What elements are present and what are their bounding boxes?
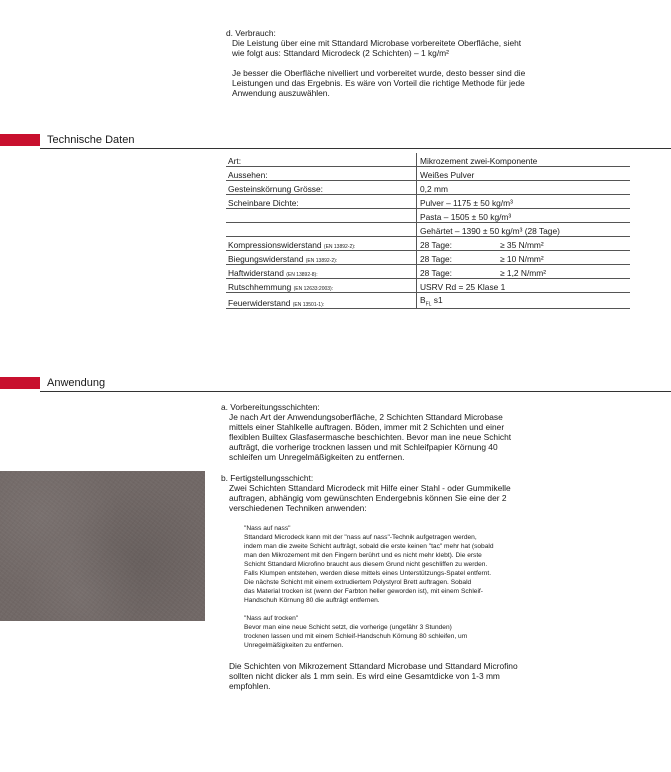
standard-ref: (EN 13892-2):	[323, 244, 356, 250]
paragraph-line: Zwei Schichten Sttandard Microdeck mit Hilfe einer Stahl - oder Gummikelle	[229, 483, 511, 493]
paragraph-line: empfohlen.	[229, 681, 271, 691]
paragraph-line: das Material trocken ist (wenn der Farbton heller geworden ist), mit einem Schleif-	[244, 588, 483, 595]
table-label: Gesteinskörnung Grösse:	[226, 181, 417, 195]
section-divider	[40, 391, 671, 392]
paragraph-line: indem man die zweite Schicht aufträgt, sobald die erste keinen "tac" mehr hat (sobald	[244, 543, 494, 550]
table-row	[226, 265, 630, 279]
table-row	[226, 251, 630, 265]
paragraph-line: trocknen lassen und mit einem Schleif-Handschuh Körnung 80 schleifen, um	[244, 633, 468, 640]
table-label: Art:	[226, 153, 417, 167]
value-main: B	[420, 295, 426, 306]
standard-ref: (EN 13892-8):	[286, 272, 318, 278]
label-text: Rutschhemmung	[228, 282, 292, 292]
table-value: Mikrozement zwei-Komponente	[417, 153, 631, 167]
value-subscript: FL	[425, 302, 432, 308]
technique-title: "Nass auf trocken"	[244, 615, 299, 622]
microcement-texture-image	[0, 471, 205, 621]
table-value	[417, 251, 631, 265]
paragraph-line: Unregelmäßigkeiten zu entfernen.	[244, 642, 344, 649]
value-period: 28 Tage:	[420, 254, 452, 264]
table-label	[226, 265, 417, 279]
paragraph-line: schleifen um Unregelmäßigkeiten zu entfernen.	[229, 452, 405, 462]
table-label	[226, 237, 417, 251]
table-label	[226, 279, 417, 293]
paragraph-line: auftragen, abhängig vom gewünschten Endergebnis können Sie eine der 2	[229, 493, 507, 503]
section-title-anwendung: Anwendung	[47, 377, 106, 389]
table-row	[226, 293, 630, 309]
paragraph-line: Die nächste Schicht mit einem extrudiertem Polystyrol Brett auftragen. Sobald	[244, 579, 472, 586]
value-period: 28 Tage:	[420, 240, 452, 250]
value-end: s1	[431, 295, 443, 306]
paragraph-line: aufträgt, die vorherige trocknen lassen und mit Schleifpapier Körnung 40	[229, 442, 498, 452]
paragraph-line: Schicht Sttandard Microfino braucht aus diesem Grund nicht geschliffen zu werden.	[244, 561, 488, 568]
table-label: Aussehen:	[226, 167, 417, 181]
paragraph-line: Je nach Art der Anwendungsoberfläche, 2 Schichten Sttandard Microbase	[229, 412, 503, 422]
verbrauch-line: wie folgt aus: Sttandard Microdeck (2 Schichten) – 1 kg/m²	[232, 48, 449, 58]
table-row	[226, 209, 630, 223]
table-row	[226, 195, 630, 209]
table-value: Gehärtet – 1390 ± 50 kg/m³ (28 Tage)	[417, 223, 631, 237]
table-value	[417, 265, 631, 279]
label-text: Haftwiderstand	[228, 268, 284, 278]
table-value: 0,2 mm	[417, 181, 631, 195]
label-text: Biegungswiderstand	[228, 254, 304, 264]
paragraph-line: Falls Klumpen entstehen, werden diese mittels eines Unterstützungs-Spatel entfernt.	[244, 570, 492, 577]
table-row	[226, 223, 630, 237]
verbrauch-heading: d. Verbrauch:	[226, 28, 276, 38]
section-marker	[0, 377, 40, 389]
subsection-heading: b. Fertigstellungsschicht:	[221, 473, 314, 483]
paragraph-line: sollten nicht dicker als 1 mm sein. Es wird eine Gesamtdicke von 1-3 mm	[229, 671, 500, 681]
paragraph-line: verschiedenen Techniken anwenden:	[229, 503, 367, 513]
table-value	[417, 293, 631, 309]
table-value: USRV Rd = 25 Klase 1	[417, 279, 631, 293]
value-amount: ≥ 10 N/mm²	[500, 254, 544, 264]
table-value: Pulver – 1175 ± 50 kg/m³	[417, 195, 631, 209]
table-row	[226, 153, 630, 167]
table-row	[226, 237, 630, 251]
table-row	[226, 167, 630, 181]
table-row	[226, 279, 630, 293]
paragraph-line: Sttandard Microdeck kann mit der "nass auf nass"-Technik aufgetragen werden,	[244, 534, 477, 541]
table-label	[226, 251, 417, 265]
value-amount: ≥ 35 N/mm²	[500, 240, 544, 250]
table-value: Weißes Pulver	[417, 167, 631, 181]
table-label	[226, 209, 417, 223]
table-row	[226, 181, 630, 195]
standard-ref: (EN 13892-2):	[305, 258, 338, 264]
paragraph-line: flexiblen Builtex Glasfasermasche beschichten. Bevor man ine neue Schicht	[229, 432, 512, 442]
table-label: Scheinbare Dichte:	[226, 195, 417, 209]
subsection-heading: a. Vorbereitungsschichten:	[221, 402, 320, 412]
label-text: Feuerwiderstand	[228, 298, 291, 308]
paragraph-line: man den Mikrozement mit den Fingern berührt und es nicht mehr klebt). Die erste	[244, 552, 482, 559]
paragraph-line: Handschuh Körnung 80 die aufträgt entfernen.	[244, 597, 380, 604]
paragraph-line: Die Schichten von Mikrozement Sttandard Microbase und Sttandard Microfino	[229, 661, 518, 671]
paragraph-line: mittels einer Stahlkelle auftragen. Böden, immer mit 2 Schichten und einer	[229, 422, 505, 432]
standard-ref: (EN 12633:2003):	[293, 286, 334, 292]
table-label	[226, 223, 417, 237]
verbrauch-line: Je besser die Oberfläche nivelliert und vorbereitet wurde, desto besser sind die	[232, 68, 526, 78]
technische-daten-table	[226, 153, 630, 309]
verbrauch-line: Leistungen und das Ergebnis. Es wäre von Vorteil die richtige Methode für jede	[232, 78, 525, 88]
table-label	[226, 293, 417, 309]
standard-ref: (EN 13501-1):	[292, 302, 325, 308]
value-period: 28 Tage:	[420, 268, 452, 278]
section-title-technische-daten: Technische Daten	[47, 134, 135, 146]
paragraph-line: Bevor man eine neue Schicht setzt, die vorherige (ungefähr 3 Stunden)	[244, 624, 452, 631]
technique-title: "Nass auf nass"	[244, 525, 291, 532]
table-value	[417, 237, 631, 251]
section-divider	[40, 148, 671, 149]
section-marker	[0, 134, 40, 146]
verbrauch-line: Die Leistung über eine mit Sttandard Microbase vorbereitete Oberfläche, sieht	[232, 38, 522, 48]
verbrauch-line: Anwendung auszuwählen.	[232, 88, 330, 98]
table-value: Pasta – 1505 ± 50 kg/m³	[417, 209, 631, 223]
value-amount: ≥ 1,2 N/mm²	[500, 268, 547, 278]
label-text: Kompressionswiderstand	[228, 240, 322, 250]
